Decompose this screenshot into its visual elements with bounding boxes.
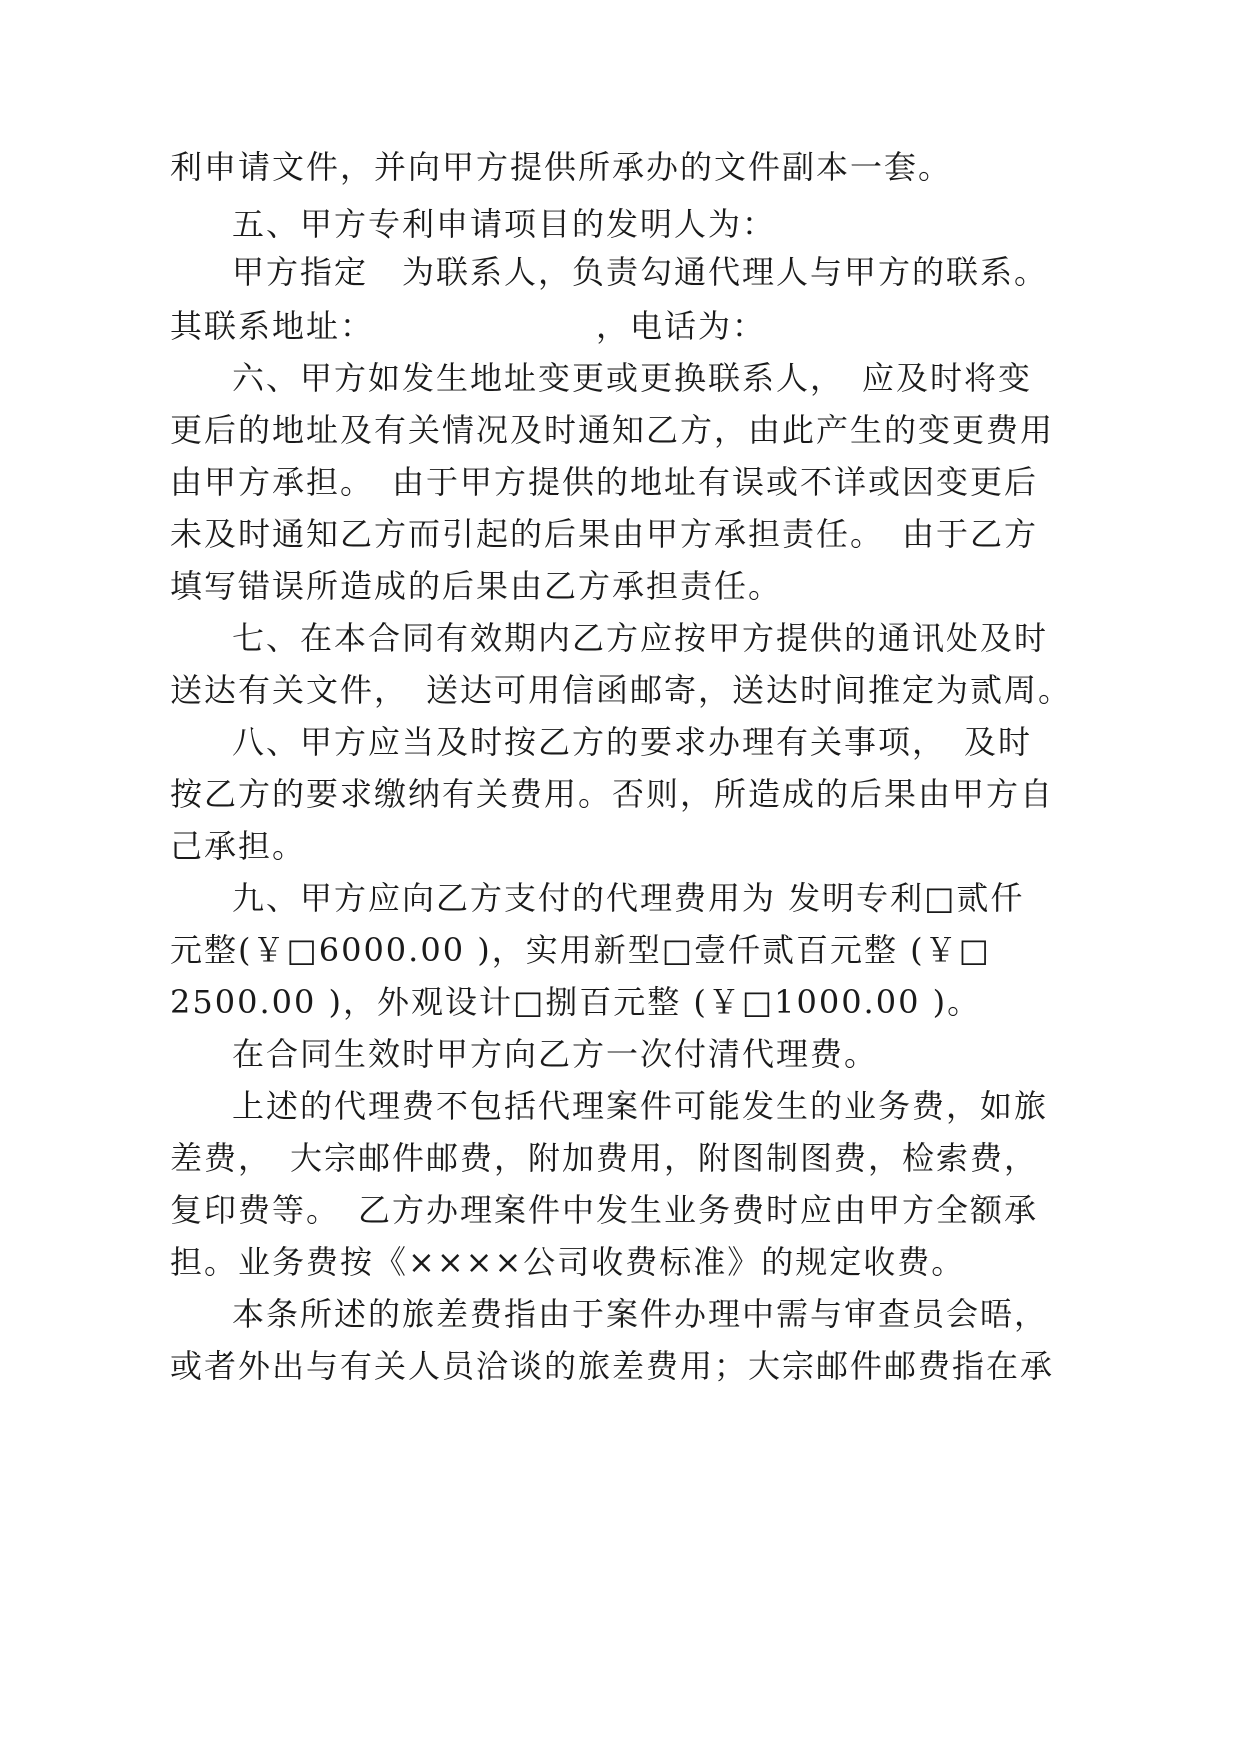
text-line: 利申请文件，并向甲方提供所承办的文件副本一套。 [170,148,953,186]
text-line: 五、甲方专利申请项目的发明人为： [232,205,777,243]
text-line: 九、甲方应向乙方支付的代理费用为 发明专利□贰仟 [232,879,1025,917]
text-line: 送达有关文件， 送达可用信函邮寄，送达时间推定为贰周。 [170,671,1073,709]
text-line: 差费， 大宗邮件邮费，附加费用，附图制图费，检索费， [170,1139,1039,1177]
text-line: 本条所述的旅差费指由于案件办理中需与审查员会晤， [232,1295,1049,1333]
text-line: 更后的地址及有关情况及时通知乙方，由此产生的变更费用 [170,411,1055,449]
text-line: 元整(￥□6000.00 )，实用新型□壹仟贰百元整 (￥□ [170,931,991,969]
text-line: 按乙方的要求缴纳有关费用。否则，所造成的后果由甲方自 [170,775,1055,813]
text-line: 未及时通知乙方而引起的后果由甲方承担责任。 由于乙方 [170,515,1039,553]
text-line: 己承担。 [170,827,307,865]
text-line: 八、甲方应当及时按乙方的要求办理有关事项， 及时 [232,723,1033,761]
text-line: 甲方指定 为联系人，负责勾通代理人与甲方的联系。 [232,253,1049,291]
text-line: 2500.00 )，外观设计□捌百元整 (￥□1000.00 )。 [170,983,982,1021]
text-line: 由甲方承担。 由于甲方提供的地址有误或不详或因变更后 [170,463,1039,501]
text-line: 六、甲方如发生地址变更或更换联系人， 应及时将变 [232,359,1033,397]
text-line: 担。业务费按《××××公司收费标准》的规定收费。 [170,1243,966,1281]
text-line: 上述的代理费不包括代理案件可能发生的业务费，如旅 [232,1087,1049,1125]
text-line: 复印费等。 乙方办理案件中发生业务费时应由甲方全额承 [170,1191,1039,1229]
text-line: 其联系地址： ，电话为： [170,307,767,345]
text-line: 填写错误所造成的后果由乙方承担责任。 [170,567,783,605]
text-line: 或者外出与有关人员洽谈的旅差费用；大宗邮件邮费指在承 [170,1347,1055,1385]
text-line: 七、在本合同有效期内乙方应按甲方提供的通讯处及时 [232,619,1049,657]
text-line: 在合同生效时甲方向乙方一次付清代理费。 [232,1035,879,1073]
